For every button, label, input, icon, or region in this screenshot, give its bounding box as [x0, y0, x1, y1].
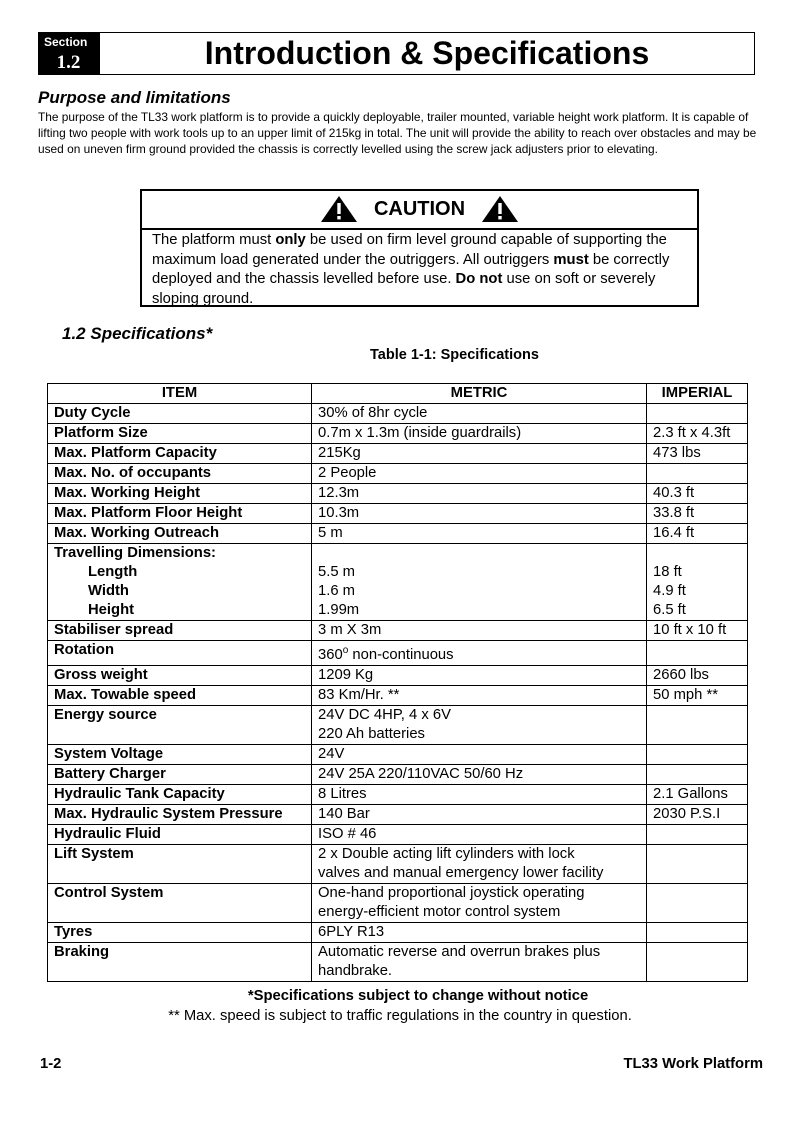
imperial-cell: [647, 464, 748, 484]
item-cell: [48, 544, 312, 621]
imperial-cell: [647, 942, 748, 981]
item-cell: Rotation: [48, 641, 312, 666]
metric-cell: 3 m X 3m: [312, 621, 647, 641]
metric-cell: 5 m: [312, 524, 647, 544]
table-row: [48, 484, 748, 504]
metric-cell: 83 Km/Hr. **: [312, 685, 647, 705]
metric-line: Automatic reverse and overrun brakes plus: [318, 943, 601, 960]
item-cell: Max. Platform Capacity: [48, 444, 312, 464]
table-caption: Table 1-1: Specifications: [370, 347, 539, 363]
table-row: [48, 744, 748, 764]
item-cell: Gross weight: [48, 665, 312, 685]
section-label: Section: [44, 35, 88, 49]
metric-line: 2 x Double acting lift cylinders with lock: [318, 845, 575, 862]
speed-note: ** Max. speed is subject to traffic regulations in the country in question.: [168, 1008, 632, 1024]
imperial-height: 6.5 ft: [653, 602, 686, 618]
imperial-length: 18 ft: [653, 564, 682, 580]
item-cell: Energy source: [48, 705, 312, 744]
table-row: [48, 641, 748, 666]
section-number: 1.2: [56, 52, 81, 73]
table-row: [48, 942, 748, 981]
metric-cell: ISO # 46: [312, 824, 647, 844]
metric-cell: [312, 942, 647, 981]
imperial-cell: 2.3 ft x 4.3ft: [647, 424, 748, 444]
item-cell: Max. No. of occupants: [48, 464, 312, 484]
specifications-heading: 1.2 Specifications*: [62, 324, 213, 343]
metric-cell: 215Kg: [312, 444, 647, 464]
metric-cell: 12.3m: [312, 484, 647, 504]
imperial-cell: [647, 764, 748, 784]
item-cell: Braking: [48, 942, 312, 981]
caution-text-part: use on soft or severely sloping ground.: [152, 271, 656, 307]
metric-line: handbrake.: [318, 962, 393, 979]
warning-triangle-icon: [481, 195, 519, 223]
item-cell: Hydraulic Tank Capacity: [48, 784, 312, 804]
imperial-cell: [647, 544, 748, 621]
table-header-row: [48, 384, 748, 404]
imperial-cell: 2660 lbs: [647, 665, 748, 685]
imperial-cell: 2030 P.S.I: [647, 804, 748, 824]
caution-text-part: be used on firm level ground capable of supporting the maximum load generated under the outriggers. All outriggers: [152, 232, 667, 268]
travelling-label: Travelling Dimensions:: [54, 545, 216, 561]
metric-cell: 10.3m: [312, 504, 647, 524]
imperial-cell: [647, 883, 748, 922]
table-row: [48, 504, 748, 524]
caution-emphasis: only: [275, 232, 306, 248]
item-cell: Max. Hydraulic System Pressure: [48, 804, 312, 824]
imperial-cell: 2.1 Gallons: [647, 784, 748, 804]
imperial-cell: 33.8 ft: [647, 504, 748, 524]
column-header-item: ITEM: [48, 384, 312, 404]
purpose-text: The purpose of the TL33 work platform is to provide a quickly deployable, trailer mounted, variable height work platform. It is capable of lifting two people with work tools up to an upper limit of 215kg in total. The unit will provide the ability to reach over obstacles and may be used on uneven firm ground provided the chassis is correctly levelled using the screw jack adjusters prior to elevating.: [38, 110, 757, 156]
table-row: [48, 665, 748, 685]
page-header: [38, 32, 755, 75]
imperial-cell: [647, 404, 748, 424]
caution-text-part: The platform must: [152, 232, 276, 248]
imperial-cell: [647, 641, 748, 666]
caution-text: [152, 231, 692, 309]
specification-note: *Specifications subject to change without notice: [247, 988, 589, 1004]
table-row: [48, 883, 748, 922]
item-cell: Tyres: [48, 922, 312, 942]
metric-cell: [312, 844, 647, 883]
item-cell: Max. Working Height: [48, 484, 312, 504]
imperial-cell: 473 lbs: [647, 444, 748, 464]
table-row: [48, 804, 748, 824]
caution-box: [140, 189, 699, 307]
table-row: [48, 784, 748, 804]
imperial-cell: 40.3 ft: [647, 484, 748, 504]
metric-width: 1.6 m: [318, 583, 356, 599]
metric-line: 24V DC 4HP, 4 x 6V: [318, 706, 451, 723]
section-badge: [38, 32, 99, 75]
page-number: 1-2: [40, 1056, 62, 1072]
item-cell: System Voltage: [48, 744, 312, 764]
table-row: [48, 464, 748, 484]
caution-emphasis: Do not: [455, 271, 503, 288]
specifications-table: [47, 383, 748, 982]
imperial-cell: [647, 705, 748, 744]
metric-cell: 1209 Kg: [312, 665, 647, 685]
metric-length: 5.5 m: [318, 564, 356, 580]
imperial-width: 4.9 ft: [653, 583, 686, 599]
imperial-cell: 10 ft x 10 ft: [647, 621, 748, 641]
caution-title: CAUTION: [373, 198, 466, 220]
metric-cell: 140 Bar: [312, 804, 647, 824]
table-row: [48, 922, 748, 942]
metric-cell: 24V 25A 220/110VAC 50/60 Hz: [312, 764, 647, 784]
metric-cell: 8 Litres: [312, 784, 647, 804]
metric-cell: [312, 705, 647, 744]
metric-line: energy-efficient motor control system: [318, 903, 561, 920]
metric-cell: [312, 641, 647, 666]
metric-cell: 24V: [312, 744, 647, 764]
table-row: [48, 424, 748, 444]
table-row: [48, 705, 748, 744]
degree-mark: o: [342, 645, 349, 656]
sub-item-width: Width: [88, 583, 129, 599]
metric-cell: [312, 883, 647, 922]
table-row: [48, 404, 748, 424]
table-row: [48, 621, 748, 641]
purpose-heading: Purpose and limitations: [38, 88, 231, 107]
item-cell: Max. Towable speed: [48, 685, 312, 705]
table-row: [48, 844, 748, 883]
metric-cell: 6PLY R13: [312, 922, 647, 942]
imperial-cell: 16.4 ft: [647, 524, 748, 544]
item-cell: Max. Platform Floor Height: [48, 504, 312, 524]
table-row: [48, 824, 748, 844]
table-row: [48, 685, 748, 705]
metric-line: 220 Ah batteries: [318, 725, 425, 742]
metric-cell: 2 People: [312, 464, 647, 484]
caution-text-part: be correctly deployed and the chassis levelled before use.: [152, 251, 670, 288]
table-row-travelling-dimensions: [48, 544, 748, 621]
sub-item-height: Height: [88, 602, 135, 618]
caution-header: [142, 191, 697, 230]
imperial-cell: [647, 922, 748, 942]
item-cell: Hydraulic Fluid: [48, 824, 312, 844]
rotation-suffix: non-continuous: [348, 646, 454, 663]
caution-emphasis: must: [553, 251, 589, 268]
rotation-value: 360: [318, 646, 343, 663]
imperial-cell: 50 mph **: [647, 685, 748, 705]
item-cell: Battery Charger: [48, 764, 312, 784]
table-row: [48, 444, 748, 464]
metric-line: valves and manual emergency lower facility: [318, 864, 604, 881]
metric-cell: [312, 544, 647, 621]
table-row: [48, 764, 748, 784]
imperial-cell: [647, 824, 748, 844]
metric-height: 1.99m: [318, 602, 360, 618]
column-header-metric: METRIC: [312, 384, 647, 404]
item-cell: Stabiliser spread: [48, 621, 312, 641]
item-cell: Platform Size: [48, 424, 312, 444]
sub-item-length: Length: [88, 564, 138, 580]
item-cell: Duty Cycle: [48, 404, 312, 424]
item-cell: Max. Working Outreach: [48, 524, 312, 544]
imperial-cell: [647, 844, 748, 883]
column-header-imperial: IMPERIAL: [647, 384, 748, 404]
page-title: Introduction & Specifications: [204, 35, 650, 71]
metric-line: One-hand proportional joystick operating: [318, 884, 585, 901]
table-row: [48, 524, 748, 544]
footer-product-name: TL33 Work Platform: [623, 1056, 763, 1072]
imperial-cell: [647, 744, 748, 764]
metric-cell: 0.7m x 1.3m (inside guardrails): [312, 424, 647, 444]
title-box: [99, 32, 755, 75]
metric-cell: 30% of 8hr cycle: [312, 404, 647, 424]
item-cell: Lift System: [48, 844, 312, 883]
item-cell: Control System: [48, 883, 312, 922]
